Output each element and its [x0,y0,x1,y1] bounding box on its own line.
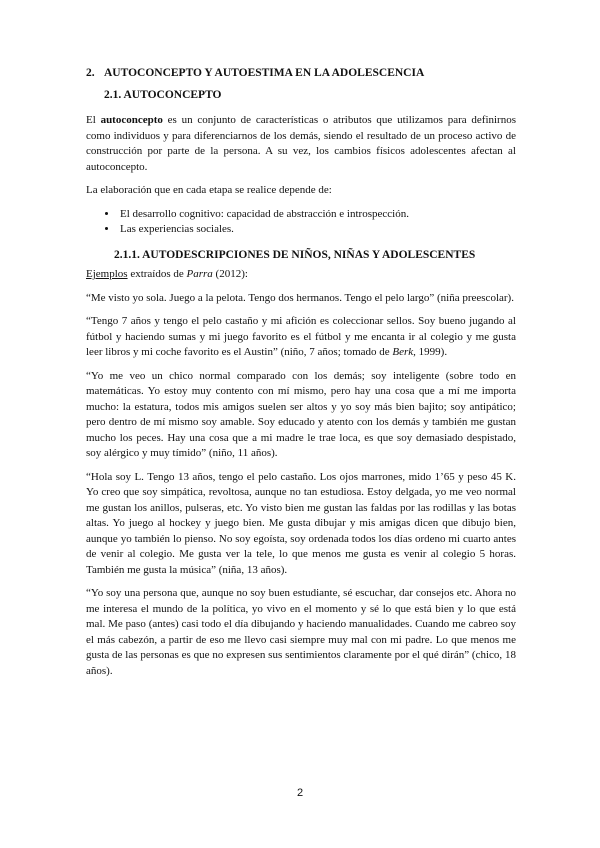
examples-mid: extraídos de [127,268,187,280]
examples-author: Parra [186,268,213,280]
bullet-list [86,207,516,238]
quote-source: Berk [392,346,414,358]
examples-intro [86,267,516,283]
quote-tail: , 1999). [413,346,448,358]
page-number: 2 [296,787,304,799]
examples-year: (2012): [212,268,248,280]
intro-rest: es un conjunto de características o atributos que utilizamos para definirnos como individuos y para diferenciarnos de los demás, siendo el resultado de un proceso activo de construcción por parte de la persona. A su vez, los cambios físicos adolescentes afectan al autoconcepto. [86,114,517,173]
section-heading [86,66,516,82]
quote-paragraph: “Hola soy L. Tengo 13 años, tengo el pelo castaño. Los ojos marrones, mido 1’65 y peso 45 K. Yo creo que soy simpática, revoltosa, aunque no tan estudiosa. Estoy delgada, yo me veo normal me gustan los anillos, pulseras, etc. Yo visto bien me gustan las faldas por las rodillas y las botas altas. Yo juego al hockey y juego bien. Me gusta dibujar y mis amigas dicen que dibujo bien, aunque yo también lo pienso. No soy egoísta, soy ordenada todos los días ordeno mi cuarto antes de venir al colegio. Me gusta ver la tele, lo que menos me gusta es venir al colegio 5 horas. También me gusta la música” (niña, 13 años). [86,470,516,576]
quote-paragraph: “Yo me veo un chico normal comparado con los demás; soy inteligente (sobre todo en matemáticas. Yo estoy muy contento con mí mismo, pero hay una cosa que a mí me importa mucho: la estatura, todos mis amigos suelen ser altos y yo soy más bien bajito; soy antipático; pero dentro de mí mismo soy amable. Soy educado y atento con los demás y también me gustan mucho los peces. Hay una cosa que a mi madre le trae loca, es que soy demasiado despistado, soy alérgico y muy tímido” (niño, 11 años). [86,369,516,459]
quote-paragraph: “Yo soy una persona que, aunque no soy buen estudiante, sé escuchar, dar consejos etc. Ahora no me interesa el mundo de la política, yo vivo en el momento y sé lo que está bien y lo que está mal. Me paso (antes) casi todo el día dibujando y haciendo manualidades. Cuando me cabreo soy el más cabezón, a partir de eso me llevo casi siempre muy mal con mi padre. Lo que menos me gusta de las personas es que no expresen sus sentimientos claramente por el qué dirán” (chico, 18 años). [86,587,516,677]
quote-paragraph: “Me visto yo sola. Juego a la pelota. Tengo dos hermanos. Tengo el pelo largo” (niña preescolar). [86,291,514,304]
section-title: AUTOCONCEPTO Y AUTOESTIMA EN LA ADOLESCENCIA [104,67,425,79]
intro-lead: El [86,114,101,126]
intro-term: autoconcepto [100,114,163,126]
intro-paragraph [86,113,516,175]
quote-paragraph [86,314,516,361]
elaboration-paragraph: La elaboración que en cada etapa se realice depende de: [86,184,332,196]
quote-text: “Tengo 7 años y tengo el pelo castaño y mi afición es coleccionar sellos. Soy bueno jugando al fútbol y haciendo sumas y mi juego favorito es el fútbol y me encanta ir al colegio y me gusta leer libros y mi coche favorito es el Austin” (niño, 7 años; tomado de [86,315,516,358]
page-content [86,66,516,687]
list-item: • Las experiencias sociales. [118,222,516,238]
subsubsection-heading: 2.1.1. AUTODESCRIPCIONES DE NIÑOS, NIÑAS Y ADOLESCENTES [114,248,476,261]
list-item: • El desarrollo cognitivo: capacidad de abstracción e introspección. [118,207,516,223]
subsection-heading: 2.1. AUTOCONCEPTO [104,88,222,101]
section-number: 2. [86,67,95,79]
examples-label: Ejemplos [86,268,128,280]
